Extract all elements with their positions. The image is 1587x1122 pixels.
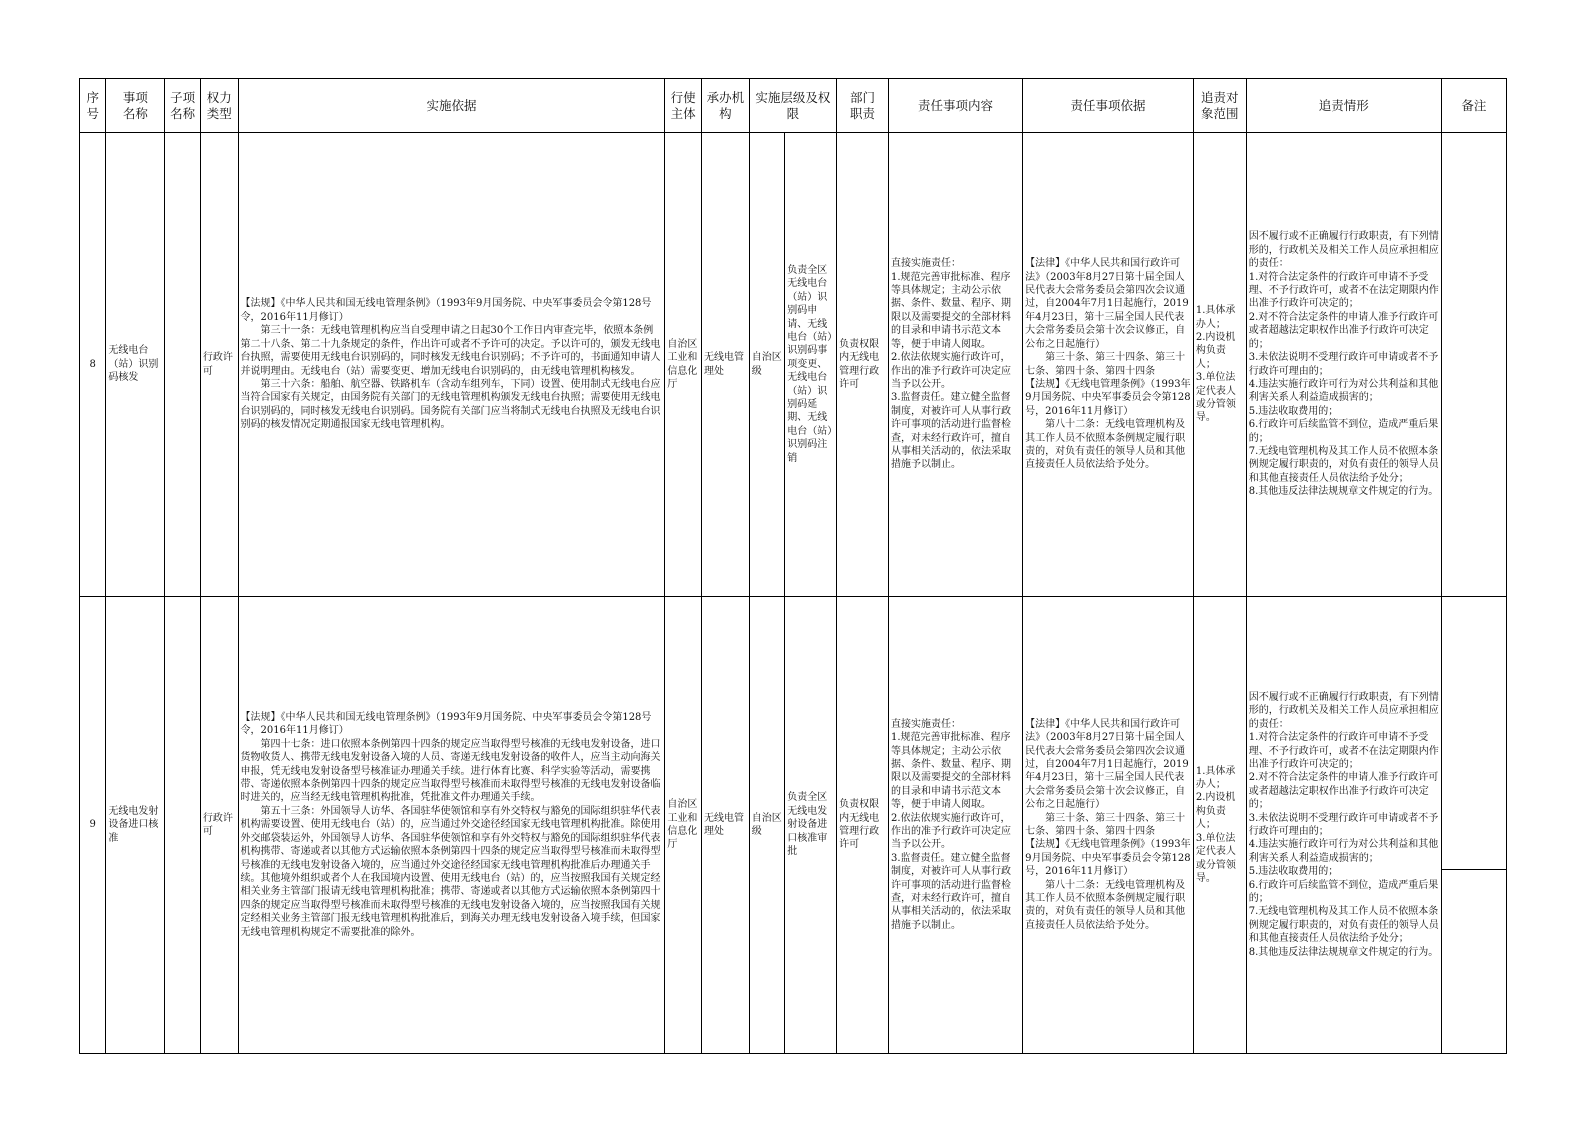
responsibility-table [79, 78, 1507, 1054]
row-subject: 自治区工业和信息化厅 [665, 133, 702, 597]
row-account-scope: 1.具体承办人； 2.内设机构负责人； 3.单位法定代表人或分管领导。 [1193, 597, 1246, 1054]
header-item-name: 事项 名称 [106, 79, 165, 133]
row-level: 自治区级 [749, 133, 785, 597]
header-subject: 行使 主体 [665, 79, 702, 133]
header-account-cases: 追责情形 [1246, 79, 1441, 133]
row-resp-content: 直接实施责任： 1.规范完善审批标准、程序等具体规定；主动公示依据、条件、数量、程序、期限以及需要提交的全部材料的目录和申请书示范文本等，便于申请人阅取。 2.依法依规实施行政许可，作出的准予行政许可决定应当予以公开。 3.监督责任。建立健全监督制度，对被许可人从事行政许可事项的活动进行监督检查，对未经行政许可，擅自从事相关活动的，依法采取措施予以制止。 [888, 597, 1022, 1054]
row-level: 自治区级 [749, 597, 785, 1054]
row-subject: 自治区工业和信息化厅 [665, 597, 702, 1054]
row-seq: 8 [80, 133, 106, 597]
header-basis: 实施依据 [238, 79, 665, 133]
row-power-type: 行政许可 [200, 133, 238, 597]
row-resp-basis: 【法律】《中华人民共和国行政许可法》（2003年8月27日第十届全国人民代表大会常务委员会第四次会议通过，自2004年7月1日起施行，2019年4月23日，第十三届全国人民代表大会常务委员会第十次会议修正，自公布之日起施行） 第三十条、第三十四条、第三十七条、第四十条、第四十四条 【法规】《无线电管理条例》（1993年9月国务院、中央军事委员会令第128号，2016年11月修订） 第八十二条：无线电管理机构及其工作人员不依照本条例规定履行职责的，对负有责任的领导人员和其他直接责任人员依法给予处分。 [1023, 597, 1194, 1054]
header-account-scope: 追责对 象范围 [1193, 79, 1246, 133]
row-resp-content: 直接实施责任： 1.规范完善审批标准、程序等具体规定；主动公示依据、条件、数量、程序、期限以及需要提交的全部材料的目录和申请书示范文本等，便于申请人阅取。 2.依法依规实施行政许可，作出的准予行政许可决定应当予以公开。 3.监督责任。建立健全监督制度，对被许可人从事行政许可事项的活动进行监督检查，对未经行政许可，擅自从事相关活动的，依法采取措施予以制止。 [888, 133, 1022, 597]
row-remark [1441, 597, 1506, 1054]
row-account-scope: 1.具体承办人； 2.内设机构负责人； 3.单位法定代表人或分管领导。 [1193, 133, 1246, 597]
table-row [80, 597, 1507, 1054]
row-handler: 无线电管理处 [701, 597, 749, 1054]
header-sub-item: 子项 名称 [165, 79, 201, 133]
header-resp-basis: 责任事项依据 [1023, 79, 1194, 133]
row-handler: 无线电管理处 [701, 133, 749, 597]
row-sub-item [165, 597, 201, 1054]
row-remark [1441, 133, 1506, 597]
row-authority: 负责全区无线电发射设备进口核准审批 [785, 597, 837, 1054]
row-dept-duty: 负责权限内无线电管理行政许可 [837, 133, 889, 597]
header-handler: 承办机 构 [701, 79, 749, 133]
row-account-cases: 因不履行或不正确履行行政职责，有下列情形的，行政机关及相关工作人员应承担相应的责任： 1.对符合法定条件的行政许可申请不予受理、不予行政许可，或者不在法定期限内作出准予行政许可决定的； 2.对不符合法定条件的申请人准予行政许可或者超越法定职权作出准予行政许可决定的； 3.未依法说明不受理行政许可申请或者不予行政许可理由的； 4.违法实施行政许可行为对公共利益和其他利害关系人利益造成损害的； 5.违法收取费用的； 6.行政许可后续监管不到位，造成严重后果的； 7.无线电管理机构及其工作人员不依照本条例规定履行职责的，对负有责任的领导人员和其他直接责任人员依法给予处分； 8.其他违反法律法规规章文件规定的行为。 [1246, 597, 1441, 1054]
header-power-type: 权力 类型 [200, 79, 238, 133]
row-resp-basis: 【法律】《中华人民共和国行政许可法》（2003年8月27日第十届全国人民代表大会常务委员会第四次会议通过，自2004年7月1日起施行，2019年4月23日，第十三届全国人民代表大会常务委员会第十次会议修正，自公布之日起施行） 第三十条、第三十四条、第三十七条、第四十条、第四十四条 【法规】《无线电管理条例》（1993年9月国务院、中央军事委员会令第128号，2016年11月修订） 第八十二条：无线电管理机构及其工作人员不依照本条例规定履行职责的，对负有责任的领导人员和其他直接责任人员依法给予处分。 [1023, 133, 1194, 597]
row-basis: 【法规】《中华人民共和国无线电管理条例》（1993年9月国务院、中央军事委员会令第128号令，2016年11月修订） 第三十一条：无线电管理机构应当自受理申请之日起30个工作日内审查完毕，依照本条例第二十八条、第二十九条规定的条件，作出许可或者不予许可的决定。予以许可的，颁发无线电台执照，需要使用无线电台识别码的，同时核发无线电台识别码；不予许可的，书面通知申请人并说明理由。无线电台（站）需要变更、增加无线电台识别码的，由无线电管理机构核发。 第三十六条：船舶、航空器、铁路机车（含动车组列车，下同）设置、使用制式无线电台应当符合国家有关规定，由国务院有关部门的无线电管理机构颁发无线电台执照；需要使用无线电台识别码的，同时核发无线电台识别码。国务院有关部门应当将制式无线电台执照及无线电台识别码的核发情况定期通报国家无线电管理机构。 [238, 133, 665, 597]
row-item-name: 无线电台（站）识别码核发 [106, 133, 165, 597]
header-level: 实施层级及权 限 [749, 79, 836, 133]
header-dept-duty: 部门 职责 [837, 79, 889, 133]
row-power-type: 行政许可 [200, 597, 238, 1054]
row-item-name: 无线电发射设备进口核准 [106, 597, 165, 1054]
header-remark: 备注 [1441, 79, 1506, 133]
table-row [80, 133, 1507, 597]
row-authority: 负责全区无线电台（站）识别码申请、无线电台（站）识别码事项变更、无线电台（站）识别码延期、无线电台（站）识别码注销 [785, 133, 837, 597]
header-seq: 序 号 [80, 79, 106, 133]
row-basis: 【法规】《中华人民共和国无线电管理条例》（1993年9月国务院、中央军事委员会令第128号令，2016年11月修订） 第四十七条：进口依照本条例第四十四条的规定应当取得型号核准的无线电发射设备，进口货物收货人、携带无线电发射设备入境的人员、寄递无线电发射设备的收件人，应当主动向海关申报，凭无线电发射设备型号核准证办理通关手续。进行体育比赛、科学实验等活动，需要携带、寄递依照本条例第四十四条的规定应当取得型号核准而未取得型号核准的无线电发射设备临时进关的，应当经无线电管理机构批准，凭批准文件办理通关手续。 第五十三条：外国领导人访华、各国驻华使领馆和享有外交特权与豁免的国际组织驻华代表机构需要设置、使用无线电台（站）的，应当通过外交途径经国家无线电管理机构批准。除使用外交邮袋装运外，外国领导人访华、各国驻华使领馆和享有外交特权与豁免的国际组织驻华代表机构携带、寄递或者以其他方式运输依照本条例第四十四条的规定应当取得型号核准而未取得型号核准的无线电发射设备入境的，应当通过外交途径经国家无线电管理机构批准后办理通关手续。其他境外组织或者个人在我国境内设置、使用无线电台（站）的，应当按照我国有关规定经相关业务主管部门报请无线电管理机构批准；携带、寄递或者以其他方式运输依照本条例第四十四条的规定应当取得型号核准而未取得型号核准的无线电发射设备入境的，应当按照我国有关规定经相关业务主管部门报无线电管理机构批准后，到海关办理无线电发射设备入境手续，但国家无线电管理机构规定不需要批准的除外。 [238, 597, 665, 1054]
remark-divider [1442, 869, 1506, 870]
row-sub-item [165, 133, 201, 597]
row-seq: 9 [80, 597, 106, 1054]
header-resp-content: 责任事项内容 [888, 79, 1022, 133]
row-dept-duty: 负责权限内无线电管理行政许可 [837, 597, 889, 1054]
header-row [80, 79, 1507, 133]
row-account-cases: 因不履行或不正确履行行政职责，有下列情形的，行政机关及相关工作人员应承担相应的责任： 1.对符合法定条件的行政许可申请不予受理、不予行政许可，或者不在法定期限内作出准予行政许可决定的； 2.对不符合法定条件的申请人准予行政许可或者超越法定职权作出准予行政许可决定的； 3.未依法说明不受理行政许可申请或者不予行政许可理由的； 4.违法实施行政许可行为对公共利益和其他利害关系人利益造成损害的； 5.违法收取费用的； 6.行政许可后续监管不到位，造成严重后果的； 7.无线电管理机构及其工作人员不依照本条例规定履行职责的，对负有责任的领导人员和其他直接责任人员依法给予处分； 8.其他违反法律法规规章文件规定的行为。 [1246, 133, 1441, 597]
